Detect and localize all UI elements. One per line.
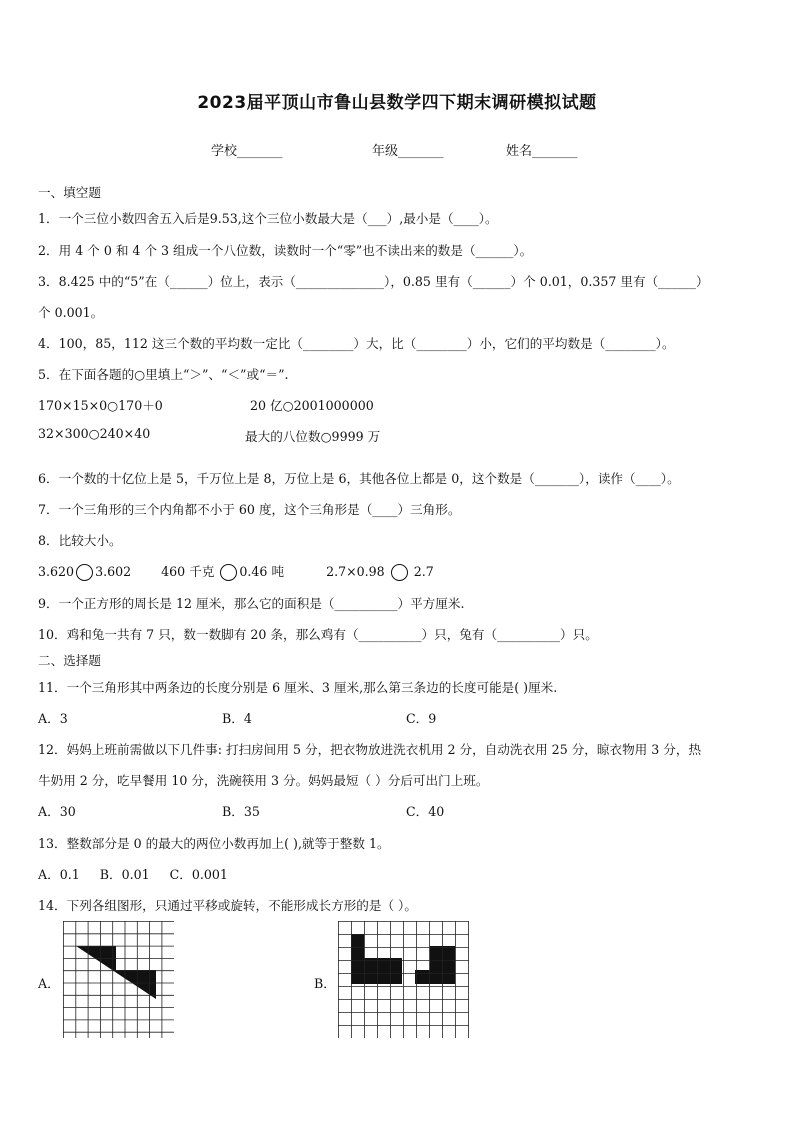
name-field: 姓名_______ — [506, 144, 578, 159]
question-1: 1．一个三位小数四舍五入后是9.53,这个三位小数最大是（___）,最小是（____）。 — [38, 211, 498, 226]
question-13: 13．整数部分是 0 的最大的两位小数再加上( ),就等于整数 1。 — [38, 836, 390, 851]
grade-field: 年级_______ — [372, 144, 444, 159]
question-11-option-c[interactable]: C．9 — [406, 711, 437, 726]
question-11-option-a[interactable]: A．3 — [38, 711, 68, 726]
question-5-item-1: 170×15×0○170＋0 — [38, 398, 163, 413]
school-field: 学校_______ — [211, 144, 283, 159]
page-title: 2023届平顶山市鲁山县数学四下期末调研模拟试题 — [197, 93, 597, 113]
question-5-item-3: 32×300○240×40 — [38, 426, 151, 441]
question-14-label-a[interactable]: A． — [38, 976, 60, 991]
q8-item-1-left: 3.620 — [38, 564, 75, 579]
q8-item-3-left: 2.7×0.98 — [326, 564, 385, 579]
question-12-option-c[interactable]: C．40 — [406, 804, 445, 819]
question-3-line-2: 个 0.001。 — [38, 305, 104, 320]
question-12-option-a[interactable]: A．30 — [38, 804, 76, 819]
question-5-item-2: 20 亿○2001000000 — [250, 398, 374, 413]
question-8-items — [38, 561, 434, 581]
question-12-option-b[interactable]: B．35 — [222, 804, 260, 819]
compare-circle-1[interactable] — [76, 564, 93, 581]
figure-b-grid — [338, 921, 470, 1039]
question-14-label-b[interactable]: B． — [314, 976, 336, 991]
question-6: 6．一个数的十亿位上是 5，千万位上是 8，万位上是 6，其他各位上都是 0，这个数是（_______），读作（____）。 — [38, 471, 680, 486]
section-choice-heading: 二、选择题 — [38, 653, 101, 668]
question-5-item-4: 最大的八位数○9999 万 — [245, 429, 381, 444]
q8-item-2-left: 460 千克 — [161, 564, 215, 579]
question-12-line-1: 12．妈妈上班前需做以下几件事: 打扫房间用 5 分，把衣物放进洗衣机用 2 分，自动洗衣用 25 分，晾衣物用 3 分，热 — [38, 742, 702, 757]
question-13-options[interactable]: A．0.1 B．0.01 C．0.001 — [38, 867, 228, 882]
compare-circle-3[interactable] — [391, 564, 408, 581]
figure-a-grid — [63, 921, 175, 1039]
question-12-line-2: 牛奶用 2 分，吃早餐用 10 分，洗碗筷用 3 分。妈妈最短（ ）分后可出门上班。 — [38, 773, 489, 788]
question-11: 11．一个三角形其中两条边的长度分别是 6 厘米、3 厘米,那么第三条边的长度可能是( )厘米. — [38, 680, 558, 695]
question-11-option-b[interactable]: B．4 — [222, 711, 252, 726]
question-8: 8．比较大小。 — [38, 533, 122, 548]
question-3-line-1: 3．8.425 中的“5”在（______）位上，表示（______________），0.85 里有（______）个 0.01，0.357 里有（______） — [38, 274, 709, 289]
compare-circle-2[interactable] — [220, 564, 237, 581]
question-7: 7．一个三角形的三个内角都不小于 60 度，这个三角形是（____）三角形。 — [38, 502, 461, 517]
q8-item-2-right: 0.46 吨 — [239, 564, 285, 579]
question-2: 2．用 4 个 0 和 4 个 3 组成一个八位数，读数时一个“零”也不读出来的数是（______）。 — [38, 243, 533, 258]
question-14: 14．下列各组图形，只通过平移或旋转，不能形成长方形的是（ ）。 — [38, 898, 417, 913]
question-4: 4．100，85，112 这三个数的平均数一定比（________）大，比（________）小，它们的平均数是（________）。 — [38, 336, 675, 351]
q8-item-1-right: 3.602 — [95, 564, 132, 579]
q8-item-3-right: 2.7 — [413, 564, 434, 579]
figure-b-shape — [351, 934, 455, 984]
question-9: 9．一个正方形的周长是 12 厘米，那么它的面积是（__________）平方厘米. — [38, 596, 465, 611]
question-10: 10．鸡和兔一共有 7 只，数一数脚有 20 条，那么鸡有（__________）只，兔有（__________）只。 — [38, 627, 598, 642]
question-5: 5．在下面各题的○里填上“＞”、“＜”或“＝”. — [38, 367, 289, 382]
section-fill-heading: 一、填空题 — [38, 185, 101, 200]
